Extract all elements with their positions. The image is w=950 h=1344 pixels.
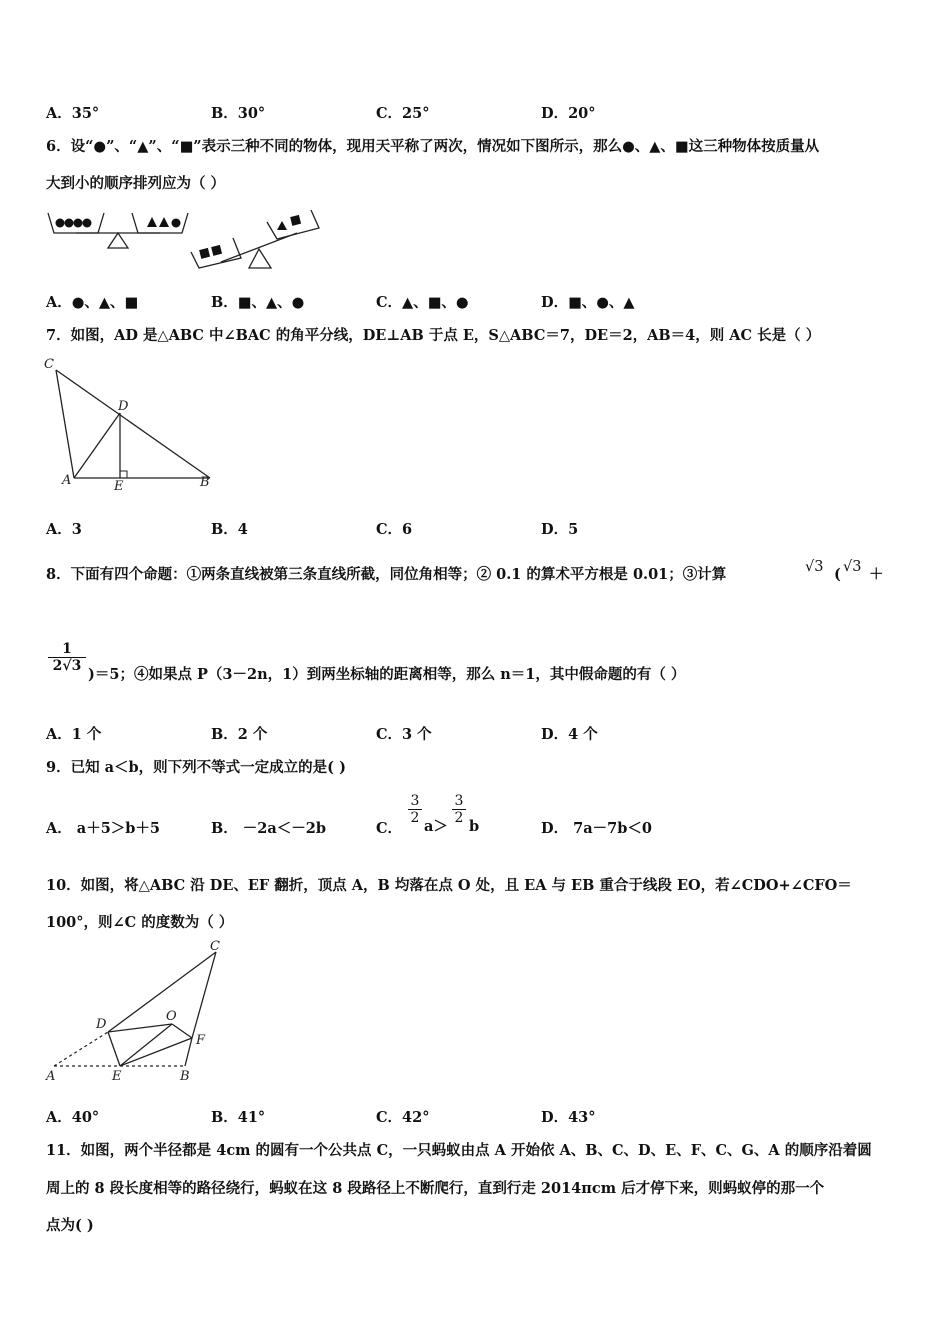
option-c: C．42° [376, 1109, 430, 1126]
fraction-denominator: 2 [452, 809, 466, 826]
plus-sign: ＋ [869, 566, 884, 583]
label-e: E [112, 1069, 122, 1084]
option-a: A．●、▲、■ [46, 294, 139, 311]
option-c: C．3 个 [376, 726, 432, 743]
q11-stem-line3: 点为( ) [46, 1217, 94, 1234]
option-b: B．■、▲、● [211, 294, 305, 311]
option-d: D．5 [541, 521, 579, 538]
q7-options [46, 518, 746, 538]
label-b: B [180, 1069, 190, 1084]
label-a: A [46, 1069, 56, 1084]
option-c: C． [376, 820, 403, 837]
option-a: A．35° [46, 105, 100, 122]
q5-options [46, 102, 746, 122]
option-a: A．40° [46, 1109, 100, 1126]
q10-options [46, 1106, 746, 1126]
fraction-denominator: 2√3 [48, 657, 86, 674]
option-c-a-greater: a＞ [424, 818, 448, 835]
folding-figure-q10 [40, 940, 240, 1090]
fraction-numerator: 1 [62, 641, 72, 657]
option-c: C．▲、■、● [376, 294, 469, 311]
option-a: A． a＋5＞b＋5 [46, 820, 161, 837]
option-b: B．30° [211, 105, 266, 122]
option-c: C．6 [376, 521, 413, 538]
q8-options [46, 723, 746, 743]
q8-stem-line2: )＝5；④如果点 P（3－2n，1）到两坐标轴的距离相等，那么 n＝1，其中假命题的有（ ） [88, 666, 686, 683]
fraction-3-over-2 [452, 793, 466, 826]
fraction-denominator: 2 [408, 809, 422, 826]
open-paren: ( [834, 566, 841, 583]
option-c-b: b [469, 818, 480, 835]
fraction-1-over-2sqrt3 [48, 641, 86, 674]
label-f: F [196, 1033, 206, 1048]
balance-figure-2 [185, 202, 330, 277]
label-b: B [200, 475, 210, 490]
sqrt3-expression: √3 [843, 559, 862, 575]
label-d: D [96, 1017, 107, 1032]
option-d: D．43° [541, 1109, 596, 1126]
option-b: B．2 个 [211, 726, 268, 743]
option-a: A．1 个 [46, 726, 102, 743]
q8-stem-line1: 8．下面有四个命题：①两条直线被第三条直线所截，同位角相等；② 0.1 的算术平方根是 0.01；③计算 [46, 566, 727, 583]
option-b: B．41° [211, 1109, 266, 1126]
option-b: B． －2a＜－2b [211, 820, 327, 837]
balance-figure-1 [44, 205, 189, 265]
q10-stem-line1: 10．如图，将△ABC 沿 DE、EF 翻折，顶点 A，B 均落在点 O 处，且 EA 与 EB 重合于线段 EO，若∠CDO+∠CFO＝ [46, 877, 852, 894]
q10-stem-line2: 100°，则∠C 的度数为（ ） [46, 914, 234, 931]
q11-stem-line2: 周上的 8 段长度相等的路径绕行，蚂蚁在这 8 段路径上不断爬行，直到行走 2014πcm 后才停下来，则蚂蚁停的那一个 [46, 1180, 825, 1197]
option-d: D．20° [541, 105, 596, 122]
q6-options [46, 291, 746, 311]
label-o: O [166, 1009, 177, 1024]
label-c: C [210, 939, 220, 954]
sqrt3-expression: √3 [805, 559, 824, 575]
option-d: D．■、●、▲ [541, 294, 635, 311]
q9-stem: 9．已知 a＜b，则下列不等式一定成立的是( ) [46, 759, 346, 776]
label-c: C [44, 357, 54, 372]
option-a: A．3 [46, 521, 82, 538]
q7-stem: 7．如图，AD 是△ABC 中∠BAC 的角平分线，DE⊥AB 于点 E，S△ABC＝7，DE＝2，AB＝4，则 AC 长是（ ） [46, 327, 821, 344]
option-b: B．4 [211, 521, 248, 538]
label-a: A [62, 473, 72, 488]
q11-stem-line1: 11．如图，两个半径都是 4cm 的圆有一个公共点 C，一只蚂蚁由点 A 开始依 A、B、C、D、E、F、C、G、A 的顺序沿着圆 [46, 1142, 872, 1159]
option-c: C．25° [376, 105, 430, 122]
label-d: D [118, 399, 129, 414]
label-e: E [114, 479, 124, 494]
q6-stem-line1: 6．设“●”、“▲”、“■”表示三种不同的物体，现用天平称了两次，情况如下图所示，那么●、▲、■这三种物体按质量从 [46, 138, 820, 155]
triangle-figure-q7 [40, 352, 230, 497]
q6-stem-line2: 大到小的顺序排列应为（ ） [46, 175, 226, 192]
fraction-3-over-2 [408, 793, 422, 826]
option-d: D．4 个 [541, 726, 598, 743]
fraction-numerator: 3 [410, 793, 420, 809]
option-d: D． 7a－7b＜0 [541, 820, 652, 837]
fraction-numerator: 3 [454, 793, 464, 809]
q9-options [46, 817, 746, 837]
